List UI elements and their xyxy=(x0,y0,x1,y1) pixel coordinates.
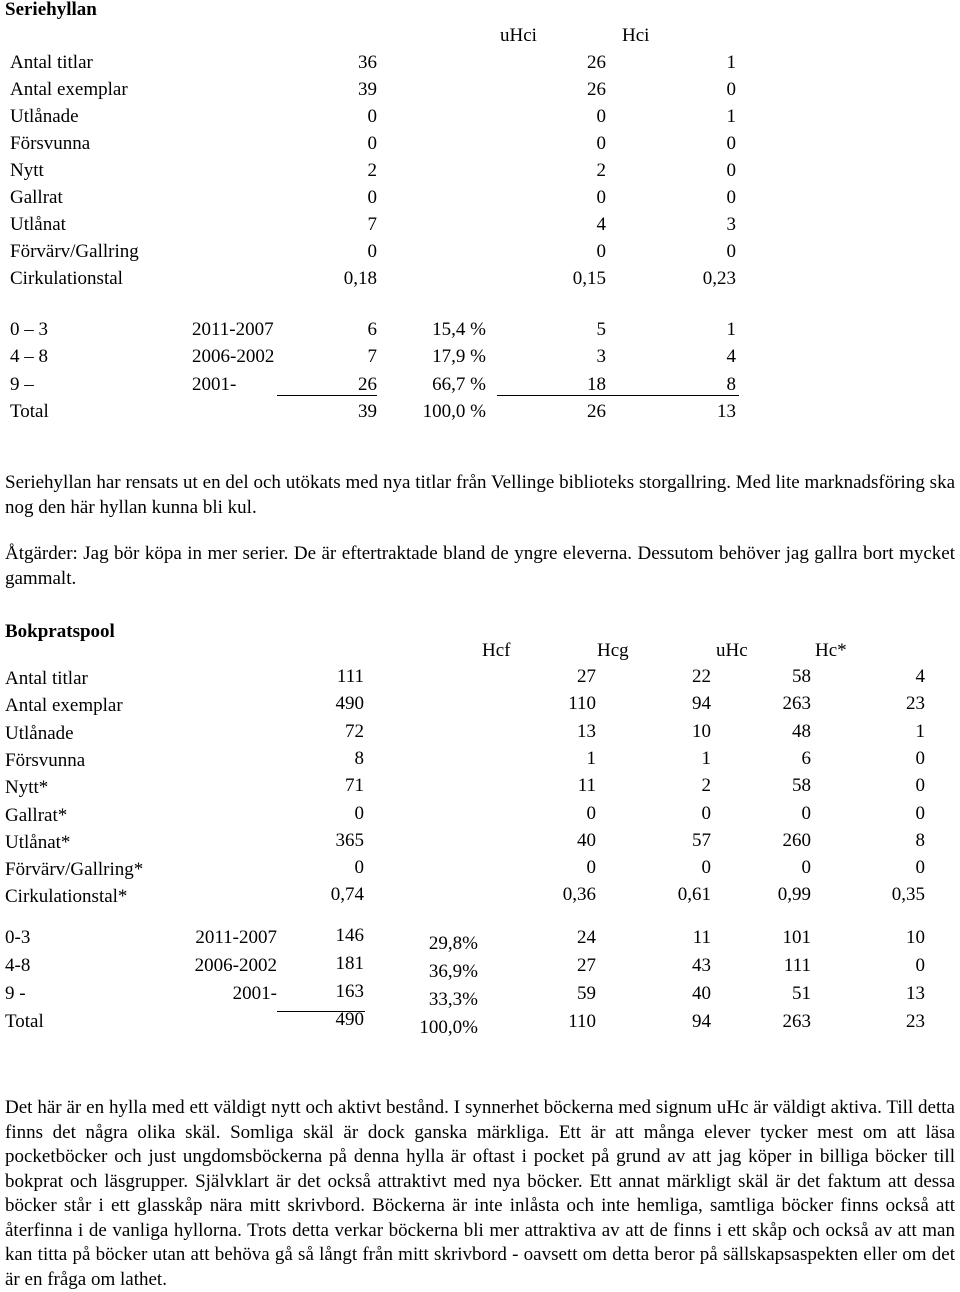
bok-row-value: 0 xyxy=(354,857,364,879)
serie-row-label: Försvunna xyxy=(10,133,91,154)
serie-row-total: 39 xyxy=(358,79,377,100)
bok-age-value: 59 xyxy=(577,983,596,1004)
bok-row-label: Försvunna xyxy=(5,749,86,771)
bok-row-label: Förvärv/Gallring* xyxy=(5,859,144,881)
serie-row-label: Antal titlar xyxy=(10,52,93,73)
bok-row-value: 0 xyxy=(801,802,811,824)
serie-row-label: Förvärv/Gallring xyxy=(10,241,139,262)
bok-row-value: 0 xyxy=(915,857,925,879)
serie-age-uhci: 3 xyxy=(596,346,606,368)
bok-row-value: 58 xyxy=(792,666,811,687)
bok-row-label: Cirkulationstal* xyxy=(5,886,128,908)
serie-row-uhci: 0 xyxy=(596,133,606,154)
serie-row-uhci: 0,15 xyxy=(572,268,606,289)
bok-age-count: 163 xyxy=(335,981,364,1002)
serie-row-hci: 0 xyxy=(726,187,736,208)
bok-age-value: 24 xyxy=(577,927,596,948)
serie-row-uhci: 2 xyxy=(596,160,606,181)
bok-row-value: 11 xyxy=(577,775,596,797)
serie-row-total: 0 xyxy=(367,106,377,127)
serie-age-hci: 4 xyxy=(726,346,736,368)
serie-age-pct: 100,0 % xyxy=(422,400,486,422)
bok-age-value: 94 xyxy=(692,1011,711,1032)
serie-colheader-uhci: uHci xyxy=(500,25,537,46)
serie-row-uhci: 0 xyxy=(596,187,606,208)
bok-age-years: 2011-2007 xyxy=(195,927,277,948)
bok-row-value: 57 xyxy=(692,829,711,851)
bok-age-value: 10 xyxy=(906,927,925,948)
bok-row-value: 0,61 xyxy=(677,884,711,906)
serie-action: Åtgärder: Jag bör köpa in mer serier. De är eftertraktade bland de yngre eleverna. Dessutom behöver jag gallra bort mycket gammalt. xyxy=(5,543,955,589)
bok-row-label: Gallrat* xyxy=(5,804,68,826)
bok-row-value: 8 xyxy=(915,829,925,851)
serie-age-count: 6 xyxy=(367,319,377,340)
bok-row-value: 23 xyxy=(906,693,925,715)
serie-row-label: Utlånat xyxy=(10,214,66,235)
bok-age-count: 490 xyxy=(335,1009,364,1030)
bok-age-count: 181 xyxy=(335,953,364,974)
serie-row-uhci: 26 xyxy=(587,79,606,100)
serie-row-hci: 1 xyxy=(726,106,736,127)
serie-row-uhci: 26 xyxy=(587,52,606,73)
serie-age-hci: 13 xyxy=(717,400,736,422)
bok-age-pct: 29,8% xyxy=(428,933,478,954)
bok-row-value: 0,35 xyxy=(891,884,925,906)
bok-row-value: 72 xyxy=(345,720,364,742)
bok-row-value: 22 xyxy=(692,666,711,687)
bok-row-label: Nytt* xyxy=(5,777,49,799)
serie-age-range: 0 – 3 xyxy=(10,319,48,340)
serie-age-range: Total xyxy=(10,400,49,422)
serie-age-years: 2011-2007 xyxy=(192,319,274,340)
serie-age-count: 26 xyxy=(358,373,377,395)
bok-row-value: 365 xyxy=(335,829,364,851)
bok-row-value: 0 xyxy=(586,857,596,879)
bok-row-value: 71 xyxy=(345,775,364,797)
bok-age-count: 146 xyxy=(335,925,364,946)
serie-row-total: 7 xyxy=(367,214,377,235)
bok-age-value: 0 xyxy=(915,955,925,976)
bok-row-value: 0 xyxy=(701,802,711,824)
bok-row-value: 10 xyxy=(692,720,711,742)
bok-age-value: 23 xyxy=(906,1011,925,1032)
bok-age-value: 110 xyxy=(568,1011,596,1032)
bok-row-label: Utlånade xyxy=(5,722,74,744)
serie-row-total: 0 xyxy=(367,133,377,154)
bok-row-value: 0 xyxy=(586,802,596,824)
bok-colheader-hcf: Hcf xyxy=(482,640,511,661)
bok-age-value: 263 xyxy=(782,1011,811,1032)
serie-row-total: 36 xyxy=(358,52,377,73)
serie-sum-line-1 xyxy=(277,395,377,396)
bok-sum-line xyxy=(277,1011,365,1012)
bok-row-value: 6 xyxy=(801,747,811,769)
bok-row-value: 13 xyxy=(577,720,596,742)
serie-row-hci: 0,23 xyxy=(702,268,736,289)
bok-row-value: 4 xyxy=(915,666,925,687)
bok-row-value: 0 xyxy=(915,775,925,797)
bok-row-label: Antal titlar xyxy=(5,668,88,689)
bok-row-value: 0,99 xyxy=(777,884,811,906)
bok-age-range: 0-3 xyxy=(5,927,31,948)
serie-sum-line-2 xyxy=(497,395,739,396)
bok-row-value: 94 xyxy=(692,693,711,715)
serie-row-label: Cirkulationstal xyxy=(10,268,123,289)
bok-row-value: 111 xyxy=(336,666,364,687)
serie-row-label: Nytt xyxy=(10,160,44,181)
serie-age-hci: 1 xyxy=(726,319,736,340)
bok-row-label: Utlånat* xyxy=(5,831,71,853)
bok-colheader-hcstar: Hc* xyxy=(815,640,847,661)
bok-age-range: Total xyxy=(5,1011,44,1032)
serie-age-years: 2001- xyxy=(192,373,237,395)
bok-row-value: 0 xyxy=(801,857,811,879)
bok-colheader-uhc: uHc xyxy=(716,640,748,661)
serie-row-hci: 0 xyxy=(726,241,736,262)
bok-colheader-hcg: Hcg xyxy=(597,640,629,661)
serie-row-hci: 1 xyxy=(726,52,736,73)
bok-age-value: 51 xyxy=(792,983,811,1004)
bok-age-pct: 100,0% xyxy=(419,1017,478,1038)
bok-row-value: 260 xyxy=(782,829,811,851)
serie-row-hci: 3 xyxy=(726,214,736,235)
bok-age-value: 13 xyxy=(906,983,925,1004)
bok-age-range: 4-8 xyxy=(5,955,31,976)
bok-age-years: 2001- xyxy=(232,983,277,1004)
bok-age-pct: 33,3% xyxy=(428,989,478,1010)
serie-age-pct: 66,7 % xyxy=(432,373,486,395)
bok-row-value: 0,36 xyxy=(562,884,596,906)
serie-row-hci: 0 xyxy=(726,133,736,154)
serie-age-hci: 8 xyxy=(726,373,736,395)
bok-row-value: 48 xyxy=(792,720,811,742)
serie-row-label: Antal exemplar xyxy=(10,79,128,100)
serie-heading: Seriehyllan xyxy=(5,0,97,20)
bok-row-value: 0 xyxy=(915,802,925,824)
serie-age-range: 4 – 8 xyxy=(10,346,48,368)
serie-age-range: 9 – xyxy=(10,373,34,395)
serie-age-pct: 17,9 % xyxy=(432,346,486,368)
bok-comment: Det här är en hylla med ett väldigt nytt och aktivt bestånd. I synnerhet böckerna med signum uHc är väldigt aktiva. Till detta finns det några olika skäl. Somliga skäl är dock ganska märkliga. Ett är att många elever tycker mest om att läsa pocketböcker och just ungdomsböckerna på denna hylla är oftast i pocket på grund av att jag köper in billiga böcker till bokprat och läsgrupper. Självklart är det också attraktivt med nya böcker. Ett annat märkligt skäl är det faktum att dessa böcker står i ett glasskåp nära mitt skrivbord. Böckerna är inte inlåsta och inte hemliga, samtliga böcker finns också att återfinna i de vanliga hyllorna. Trots detta verkar böckerna bli mer attraktiva av att de finns i ett skåp och också av att man kan titta på böcker utan att behöva gå så långt från mitt skrivbord - oavsett om detta beror på sällskapsaspekten eller om det är en fråga om lathet. xyxy=(5,1097,955,1290)
serie-row-total: 0 xyxy=(367,187,377,208)
bok-row-value: 263 xyxy=(782,693,811,715)
serie-row-hci: 0 xyxy=(726,160,736,181)
bok-row-value: 1 xyxy=(586,747,596,769)
serie-row-label: Gallrat xyxy=(10,187,63,208)
serie-age-years: 2006-2002 xyxy=(192,346,275,368)
serie-row-total: 2 xyxy=(367,160,377,181)
bok-row-value: 2 xyxy=(701,775,711,797)
bok-age-value: 43 xyxy=(692,955,711,976)
bok-heading: Bokpratspool xyxy=(5,621,115,642)
bok-row-value: 40 xyxy=(577,829,596,851)
serie-row-total: 0,18 xyxy=(343,268,377,289)
serie-age-count: 7 xyxy=(367,346,377,368)
serie-row-uhci: 0 xyxy=(596,106,606,127)
bok-age-years: 2006-2002 xyxy=(194,955,277,976)
bok-row-value: 110 xyxy=(568,693,596,715)
serie-comment: Seriehyllan har rensats ut en del och utökats med nya titlar från Vellinge biblioteks storgallring. Med lite marknadsföring ska nog den här hyllan kunna bli kul. xyxy=(5,472,955,518)
bok-row-value: 490 xyxy=(335,693,364,715)
bok-row-label: Antal exemplar xyxy=(5,695,123,717)
bok-row-value: 0 xyxy=(915,747,925,769)
bok-age-range: 9 - xyxy=(5,983,26,1004)
bok-row-value: 8 xyxy=(354,747,364,769)
bok-age-pct: 36,9% xyxy=(428,961,478,982)
serie-row-hci: 0 xyxy=(726,79,736,100)
bok-row-value: 1 xyxy=(915,720,925,742)
bok-age-value: 27 xyxy=(577,955,596,976)
bok-row-value: 27 xyxy=(577,666,596,687)
serie-age-count: 39 xyxy=(358,400,377,422)
serie-row-total: 0 xyxy=(367,241,377,262)
serie-age-pct: 15,4 % xyxy=(432,319,486,340)
serie-row-uhci: 4 xyxy=(596,214,606,235)
serie-age-uhci: 26 xyxy=(587,400,606,422)
serie-row-label: Utlånade xyxy=(10,106,79,127)
serie-row-uhci: 0 xyxy=(596,241,606,262)
bok-age-value: 11 xyxy=(692,927,711,948)
serie-colheader-hci: Hci xyxy=(622,25,650,46)
bok-row-value: 1 xyxy=(701,747,711,769)
bok-row-value: 0,74 xyxy=(330,884,364,906)
bok-age-value: 40 xyxy=(692,983,711,1004)
bok-age-value: 101 xyxy=(782,927,811,948)
serie-age-uhci: 5 xyxy=(596,319,606,340)
bok-row-value: 0 xyxy=(701,857,711,879)
serie-age-uhci: 18 xyxy=(587,373,606,395)
bok-row-value: 58 xyxy=(792,775,811,797)
bok-row-value: 0 xyxy=(354,802,364,824)
bok-age-value: 111 xyxy=(783,955,811,976)
